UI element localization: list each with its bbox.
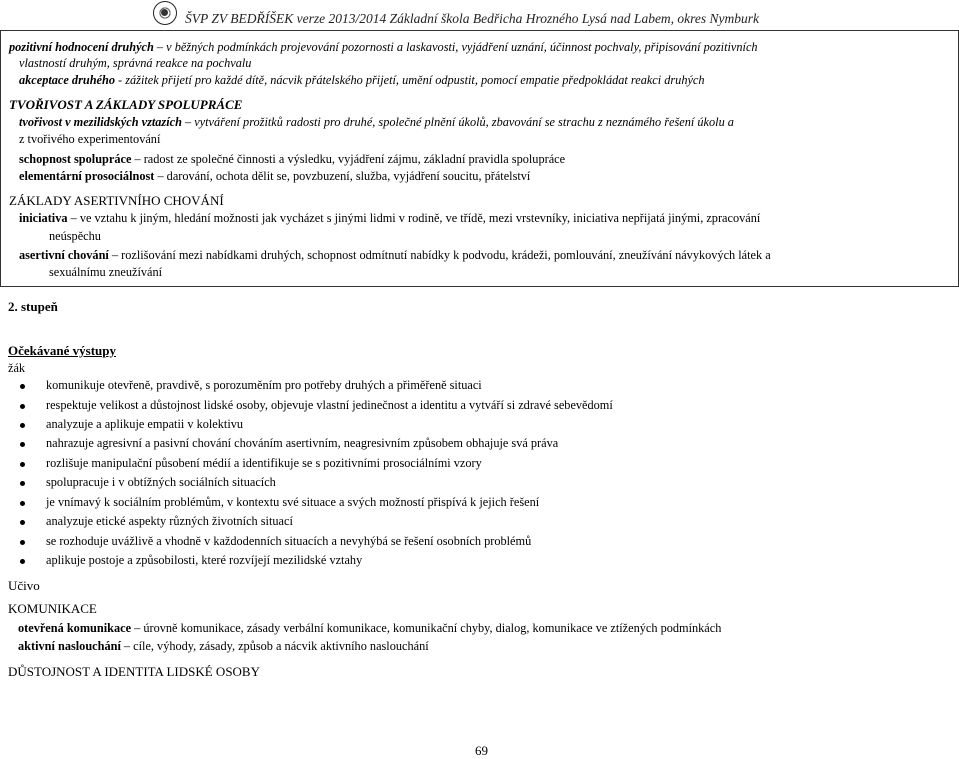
subheading: ZÁKLADY ASERTIVNÍHO CHOVÁNÍ bbox=[9, 193, 224, 208]
expected-outcomes-heading: Očekávané výstupy bbox=[8, 343, 116, 358]
subheading: DŮSTOJNOST A IDENTITA LIDSKÉ OSOBY bbox=[8, 664, 260, 679]
text-line: tvořivost v mezilidských vztazích – vytváření prožitků radosti pro druhé, společné plnění úkolů, zbavování se strachu z neznámého řešení úkolu a bbox=[19, 115, 734, 129]
page-header bbox=[0, 0, 959, 30]
text-line: asertivní chování – rozlišování mezi nabídkami druhých, schopnost odmítnutí nabídky k podvodu, krádeži, pomlouvání, zneužívání návykových látek a bbox=[19, 248, 771, 262]
text-line: neúspěchu bbox=[49, 229, 101, 243]
text-line: sexuálnímu zneužívání bbox=[49, 265, 163, 279]
text-line: pozitivní hodnocení druhých – v běžných podmínkách projevování pozornosti a laskavosti, vyjádření uznání, účinnost pochvaly, připisování pozitivních bbox=[9, 40, 758, 54]
text-line: z tvořivého experimentování bbox=[19, 132, 161, 146]
header-text: ŠVP ZV BEDŘÍŠEK verze 2013/2014 Základní škola Bedřicha Hrozného Lysá nad Labem, okres Nymburk bbox=[185, 11, 760, 26]
school-logo-icon bbox=[153, 1, 177, 25]
subheading: TVOŘIVOST A ZÁKLADY SPOLUPRÁCE bbox=[9, 97, 243, 112]
subheading: KOMUNIKACE bbox=[8, 601, 97, 616]
text-line: iniciativa – ve vztahu k jiným, hledání možnosti jak vycházet s jinými lidmi v rodině, ve třídě, mezi vrstevníky, iniciativa nepřijatá jinými, zpracování bbox=[19, 211, 761, 225]
text-line: elementární prosociálnost – darování, ochota dělit se, povzbuzení, služba, vyjádření soucitu, přátelství bbox=[19, 169, 531, 183]
text-line: schopnost spolupráce – radost ze společné činnosti a výsledku, vyjádření zájmu, základní pravidla spolupráce bbox=[19, 152, 566, 166]
stage-heading: 2. stupeň bbox=[8, 299, 58, 314]
text-line: aktivní naslouchání – cíle, výhody, zásady, způsob a nácvik aktivního naslouchání bbox=[18, 639, 429, 653]
text-line: otevřená komunikace – úrovně komunikace, zásady verbální komunikace, komunikační chyby, dialog, komunikace ve ztížených podmínkách bbox=[18, 621, 722, 635]
text-line: vlastností druhým, správná reakce na pochvalu bbox=[19, 56, 252, 70]
page-number: 69 bbox=[475, 743, 488, 758]
curriculum-heading: Učivo bbox=[8, 578, 40, 593]
content-box bbox=[0, 31, 959, 287]
pupil-label: žák bbox=[8, 361, 26, 375]
text-line: akceptace druhého - zážitek přijetí pro každé dítě, nácvik přátelského přijetí, umění odpustit, pomocí empatie předpokládat reakci druhých bbox=[19, 73, 705, 87]
